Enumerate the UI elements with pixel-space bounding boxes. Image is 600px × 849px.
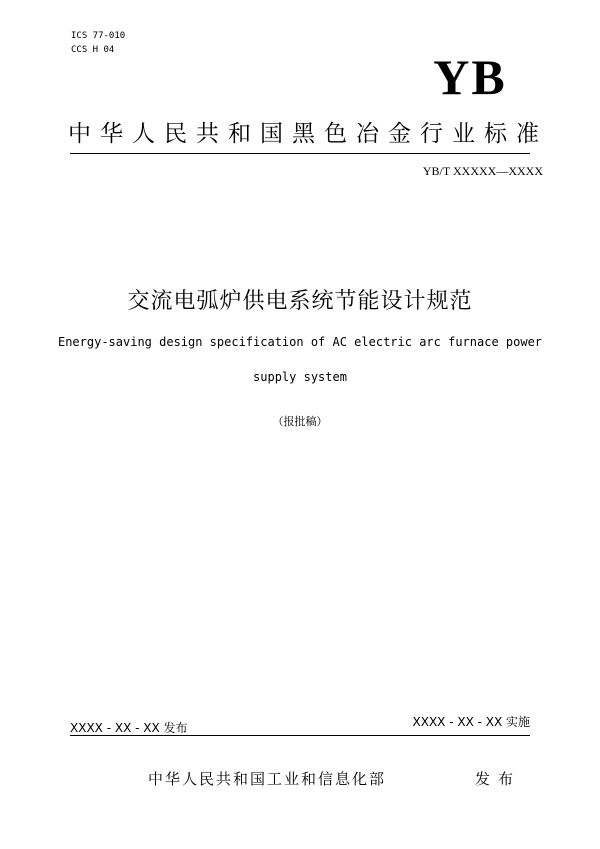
issuer-action: 发布 (475, 770, 522, 788)
draft-status: （报批稿） (272, 415, 328, 428)
yb-logo: YB (433, 49, 507, 105)
bottom-divider (70, 735, 530, 736)
standard-number: YB/T XXXXX—XXXX (422, 164, 543, 178)
top-divider (70, 153, 530, 154)
issuer: 中华人民共和国工业和信息化部 (148, 770, 387, 788)
document-title-en-line2: supply system (253, 370, 347, 384)
standard-name: 中华人民共和国黑色冶金行业标准 (68, 121, 548, 147)
document-title-zh: 交流电弧炉供电系统节能设计规范 (127, 289, 473, 314)
document-title-en-line1: Energy-saving design specification of AC electric arc furnace power (57, 335, 543, 349)
publish-date: XXXX - XX - XX 发布 (70, 721, 188, 735)
implement-date: XXXX - XX - XX 实施 (412, 715, 530, 729)
ics-code: ICS 77-010 (71, 31, 126, 41)
ccs-code: CCS H 04 (71, 45, 115, 55)
